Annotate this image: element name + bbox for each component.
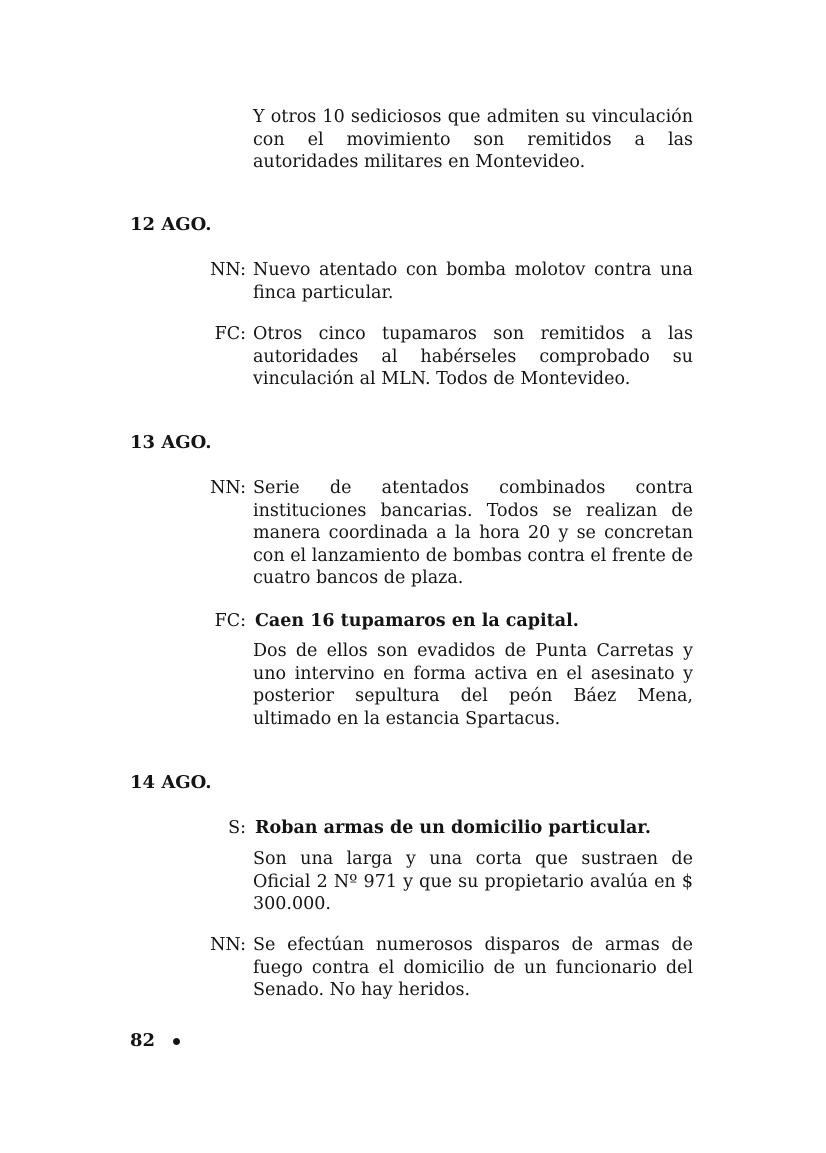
intro-paragraph: Y otros 10 sediciosos que admiten su vinculación con el movimiento son remitidos a las autoridades militares en Montevideo. — [253, 107, 693, 172]
code-label-nn: NN: — [210, 260, 246, 280]
entry-headline: Roban armas de un domicilio particular. — [255, 818, 652, 838]
entry-paragraph: Dos de ellos son evadidos de Punta Carretas y uno intervino en forma activa en el asesinato y posterior sepultura del peón Báez Mena, ultimado en la estancia Spartacus. — [253, 641, 693, 729]
code-label-fc: FC: — [214, 324, 246, 344]
entry-paragraph: Son una larga y una corta que sustraen de Oficial 2 Nº 971 y que su propietario avalúa en $ 300.000. — [253, 849, 693, 914]
code-label-nn: NN: — [210, 935, 246, 955]
entry-paragraph: Otros cinco tupamaros son remitidos a las autoridades al habérseles comprobado su vinculación al MLN. Todos de Montevideo. — [253, 324, 693, 389]
entry-paragraph: Nuevo atentado con bomba molotov contra una finca particular. — [253, 260, 693, 303]
code-label-nn: NN: — [210, 478, 246, 498]
date-heading-13-ago: 13 AGO. — [130, 432, 212, 453]
bullet-icon — [173, 1038, 180, 1045]
code-label-fc: FC: — [214, 611, 246, 631]
entry-headline: Caen 16 tupamaros en la capital. — [255, 611, 579, 631]
date-heading-12-ago: 12 AGO. — [130, 214, 212, 235]
page-number: 82 — [130, 1030, 156, 1051]
entry-paragraph: Se efectúan numerosos disparos de armas de fuego contra el domicilio de un funcionario del Senado. No hay heridos. — [253, 935, 693, 1000]
code-label-s: S: — [228, 818, 246, 838]
entry-paragraph: Serie de atentados combinados contra instituciones bancarias. Todos se realizan de manera coordinada a la hora 20 y se concretan con el lanzamiento de bombas contra el frente de cuatro bancos de plaza. — [253, 478, 693, 588]
date-heading-14-ago: 14 AGO. — [130, 772, 212, 793]
page-footer — [130, 1030, 180, 1051]
